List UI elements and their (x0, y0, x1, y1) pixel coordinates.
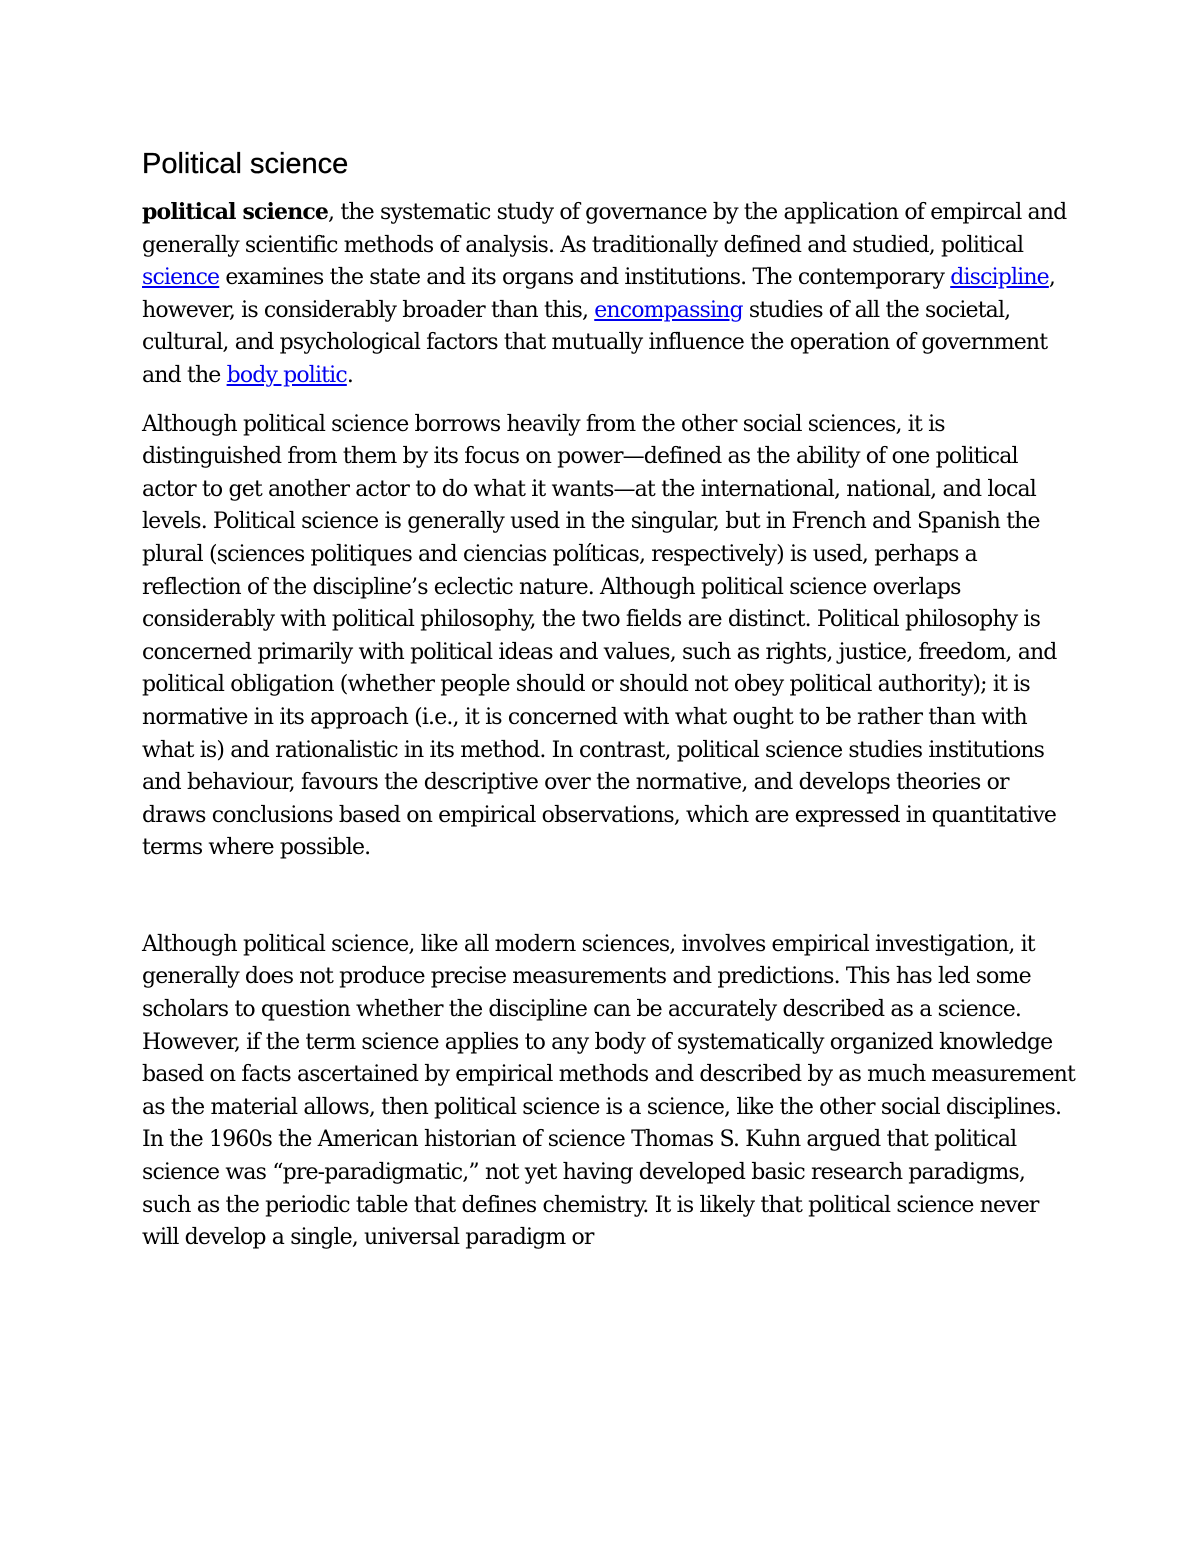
link-discipline[interactable]: discipline (950, 265, 1049, 291)
link-encompassing[interactable]: encompassing (594, 297, 743, 323)
intro-text-1: , the systematic study of governance by the application of empircal and generally scientific methods of analysis. As traditionally defined and studied, political (142, 200, 1067, 258)
intro-paragraph (142, 196, 1077, 393)
body-paragraph-2: Although political science borrows heavily from the other social sciences, it is distinguished from them by its focus on power—defined as the ability of one political actor to get another actor to do what it wants—at the international, national, and local levels. Political science is generally used in the singular, but in French and Spanish the plural (sciences politiques and ciencias políticas, respectively) is used, perhaps a reflection of the discipline’s eclectic nature. Although political science overlaps considerably with political philosophy, the two fields are distinct. Political philosophy is concerned primarily with political ideas and values, such as rights, justice, freedom, and political obligation (whether people should or should not obey political authority); it is normative in its approach (i.e., it is concerned with what ought to be rather than with what is) and rationalistic in its method. In contrast, political science studies institutions and behaviour, favours the descriptive over the normative, and develops theories or draws conclusions based on empirical observations, which are expressed in quantitative terms where possible. (142, 411, 1057, 861)
intro-text-3: , however, is considerably broader than this, (142, 265, 1056, 323)
intro-text-2: examines the state and its organs and institutions. The contemporary (219, 265, 951, 291)
document-page (142, 140, 1077, 1255)
page-title: Political science (142, 148, 349, 180)
defined-term: political science (142, 199, 329, 225)
intro-text-4: studies of all the societal, cultural, and psychological factors that mutually influence the operation of government and the (142, 297, 1048, 388)
link-body-politic[interactable]: body politic (226, 362, 347, 388)
body-paragraph-3: Although political science, like all modern sciences, involves empirical investigation, it generally does not produce precise measurements and predictions. This has led some scholars to question whether the discipline can be accurately described as a science. However, if the term science applies to any body of systematically organized knowledge based on facts ascertained by empirical methods and described by as much measurement as the material allows, then political science is a science, like the other social disciplines. In the 1960s the American historian of science Thomas S. Kuhn argued that political science was “pre-paradigmatic,” not yet having developed basic research paradigms, such as the periodic table that defines chemistry. It is likely that political science never will develop a single, universal paradigm or (142, 931, 1075, 1251)
link-science[interactable]: science (142, 265, 220, 291)
intro-text-5: . (346, 362, 353, 388)
